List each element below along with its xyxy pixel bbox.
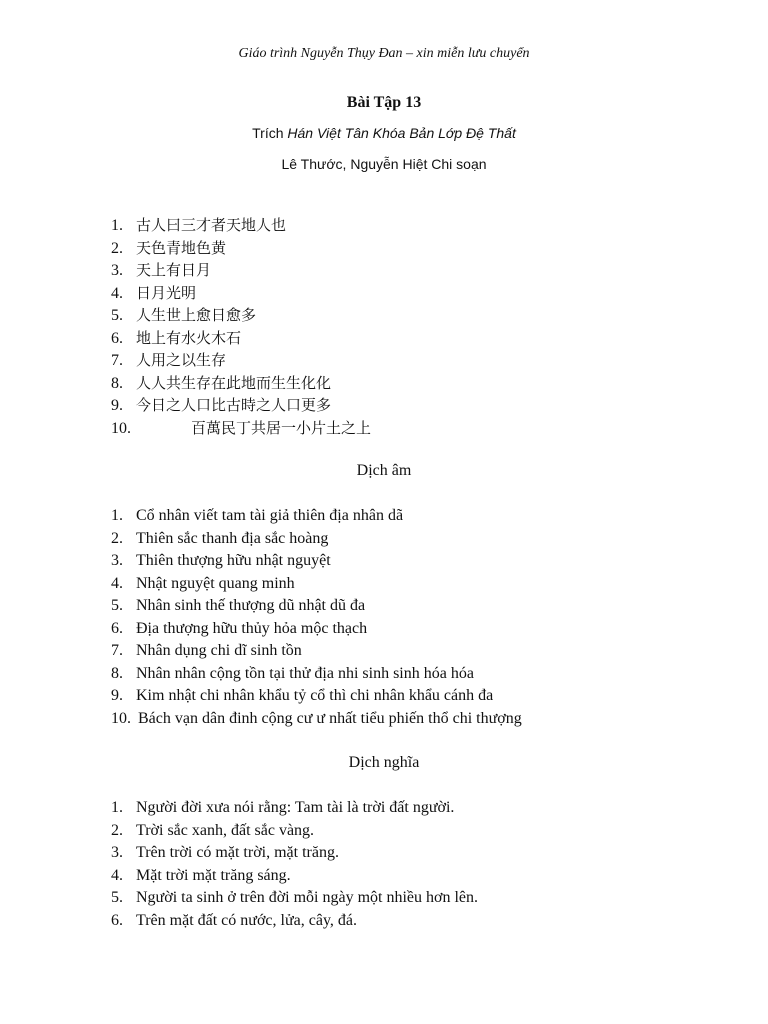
dich-am-heading: Dịch âm bbox=[356, 462, 412, 479]
source-line bbox=[0, 125, 768, 141]
item-text: Bách vạn dân đinh cộng cư ư nhất tiểu phiến thổ chi thượng bbox=[138, 709, 522, 727]
item-number: 3. bbox=[111, 844, 123, 861]
item-text: Nhân dụng chi dĩ sinh tồn bbox=[136, 642, 302, 659]
item-text: Thiên thượng hữu nhật nguyệt bbox=[136, 552, 331, 569]
item-number: 4. bbox=[111, 284, 123, 302]
item-text: 地上有水火木石 bbox=[136, 328, 242, 347]
item-number: 9. bbox=[111, 397, 123, 414]
item-number: 5. bbox=[111, 597, 123, 614]
list-item bbox=[111, 327, 371, 350]
authors-line: Lê Thước, Nguyễn Hiệt Chi soạn bbox=[281, 156, 487, 172]
item-text: Mặt trời mặt trăng sáng. bbox=[136, 866, 291, 884]
item-number: 2. bbox=[111, 821, 123, 839]
list-item bbox=[111, 550, 522, 573]
item-number: 8. bbox=[111, 664, 123, 682]
item-number: 3. bbox=[111, 552, 123, 569]
list-item bbox=[111, 887, 478, 910]
item-text: Người đời xưa nói rằng: Tam tài là trời đất người. bbox=[136, 799, 455, 816]
item-number: 1. bbox=[111, 799, 123, 816]
header-note: Giáo trình Nguyễn Thụy Đan – xin miễn lưu chuyển bbox=[238, 46, 530, 61]
list-item bbox=[111, 842, 478, 865]
item-text: Nhật nguyệt quang minh bbox=[136, 574, 295, 592]
list-item bbox=[111, 372, 371, 395]
item-text: Nhân nhân cộng tồn tại thử địa nhi sinh sinh hóa hóa bbox=[136, 664, 474, 682]
item-number: 5. bbox=[111, 889, 123, 906]
list-item bbox=[111, 214, 371, 237]
item-text: 百萬民丁共居一小片土之上 bbox=[191, 418, 372, 437]
list-item bbox=[111, 394, 371, 417]
list-item bbox=[111, 708, 522, 731]
item-text: Trời sắc xanh, đất sắc vàng. bbox=[136, 821, 315, 839]
item-text: 天色青地色黄 bbox=[136, 238, 227, 257]
dich-nghia-list bbox=[111, 797, 478, 932]
item-text: 日月光明 bbox=[136, 283, 197, 302]
item-number: 8. bbox=[111, 374, 123, 392]
source-prefix: Trích bbox=[252, 125, 284, 141]
item-number: 5. bbox=[111, 307, 123, 324]
item-number: 2. bbox=[111, 239, 123, 257]
list-item bbox=[111, 304, 371, 327]
item-number: 6. bbox=[111, 911, 123, 929]
item-number: 7. bbox=[111, 352, 123, 369]
dich-nghia-heading: Dịch nghĩa bbox=[348, 754, 420, 771]
list-item bbox=[111, 237, 371, 260]
item-text: 天上有日月 bbox=[136, 261, 212, 279]
item-number: 1. bbox=[111, 217, 123, 234]
source-book-title: Hán Việt Tân Khóa Bản Lớp Đệ Thất bbox=[287, 125, 516, 141]
item-number: 6. bbox=[111, 329, 123, 347]
item-number: 10. bbox=[111, 709, 131, 727]
list-item bbox=[111, 349, 371, 372]
list-item bbox=[111, 595, 522, 618]
item-text: Trên mặt đất có nước, lửa, cây, đá. bbox=[136, 911, 357, 929]
item-text: Cổ nhân viết tam tài giả thiên địa nhân dã bbox=[136, 507, 404, 524]
item-text: 今日之人口比古時之人口更多 bbox=[136, 396, 332, 414]
list-item bbox=[111, 259, 371, 282]
item-number: 4. bbox=[111, 574, 123, 592]
list-item bbox=[111, 910, 478, 933]
item-number: 9. bbox=[111, 687, 123, 704]
list-item bbox=[111, 282, 371, 305]
item-text: Trên trời có mặt trời, mặt trăng. bbox=[136, 844, 339, 861]
item-text: 人人共生存在此地而生生化化 bbox=[136, 373, 332, 392]
list-item bbox=[111, 640, 522, 663]
list-item bbox=[111, 820, 478, 843]
list-item bbox=[111, 505, 522, 528]
item-text: Nhân sinh thế thượng dũ nhật dũ đa bbox=[136, 597, 366, 614]
item-text: 人生世上愈日愈多 bbox=[136, 306, 257, 324]
list-item bbox=[111, 685, 522, 708]
list-item bbox=[111, 528, 522, 551]
dich-am-list bbox=[111, 505, 522, 730]
item-text: Người ta sinh ở trên đời mỗi ngày một nhiều hơn lên. bbox=[136, 889, 479, 906]
item-text: Địa thượng hữu thủy hỏa mộc thạch bbox=[136, 619, 368, 637]
item-number: 7. bbox=[111, 642, 123, 659]
item-number: 4. bbox=[111, 866, 123, 884]
item-text: Kim nhật chi nhân khẩu tỷ cổ thì chi nhân khẩu cánh đa bbox=[136, 687, 494, 704]
list-item bbox=[111, 417, 371, 440]
item-number: 6. bbox=[111, 619, 123, 637]
list-item bbox=[111, 573, 522, 596]
han-text-list bbox=[111, 214, 371, 439]
item-number: 2. bbox=[111, 529, 123, 547]
item-number: 1. bbox=[111, 507, 123, 524]
list-item bbox=[111, 618, 522, 641]
list-item bbox=[111, 797, 478, 820]
exercise-title: Bài Tập 13 bbox=[346, 94, 422, 111]
item-number: 3. bbox=[111, 262, 123, 279]
list-item bbox=[111, 663, 522, 686]
list-item bbox=[111, 865, 478, 888]
item-text: 人用之以生存 bbox=[136, 351, 227, 369]
item-number: 10. bbox=[111, 419, 131, 437]
item-text: Thiên sắc thanh địa sắc hoàng bbox=[136, 529, 329, 547]
item-text: 古人曰三才者天地人也 bbox=[136, 216, 287, 234]
